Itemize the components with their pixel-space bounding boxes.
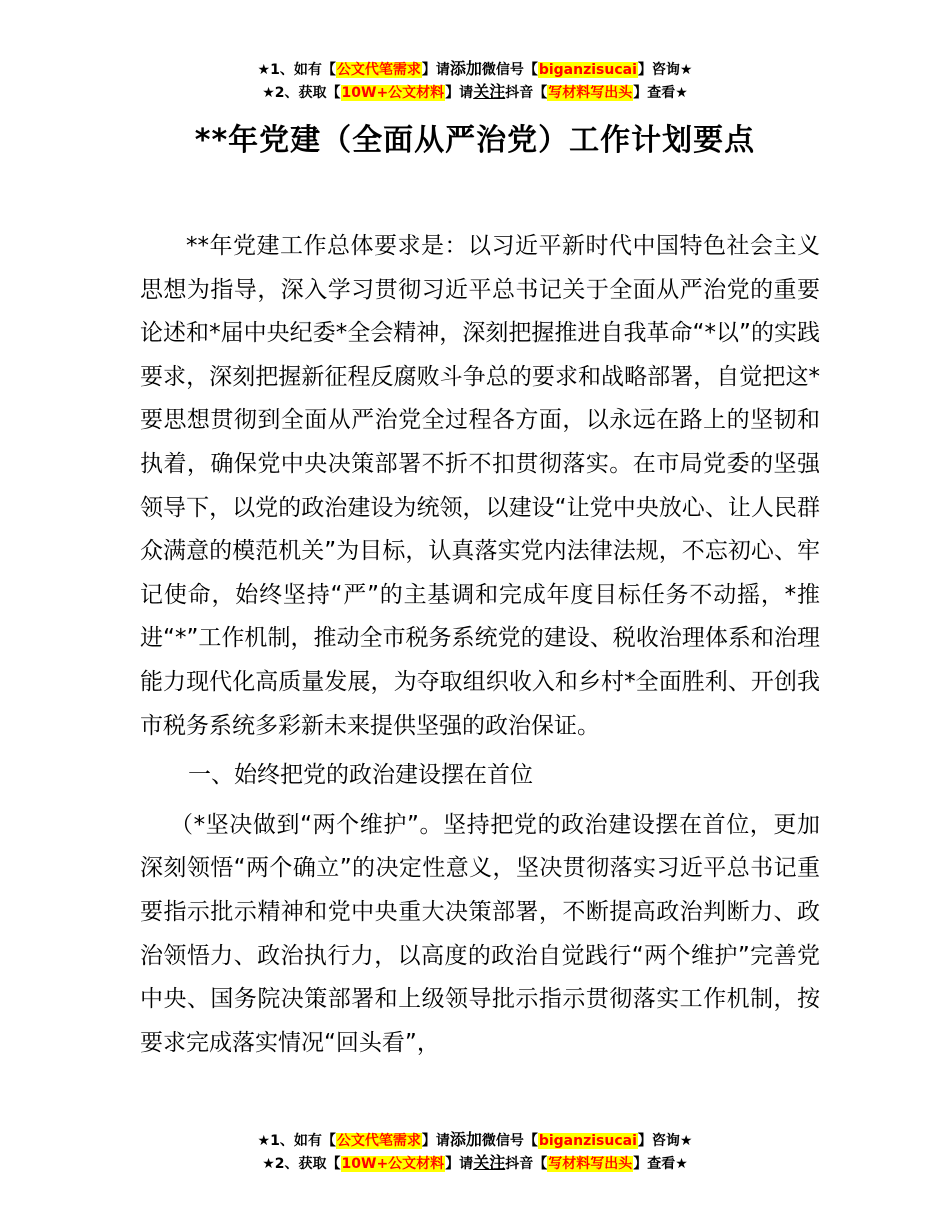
banner-line-1: ★1、如有【公文代笔需求】请添加微信号【biganzisucai】咨询★ [257,59,693,78]
document-title: **年党建（全面从严治党）工作计划要点 [194,123,756,158]
highlight-service: 公文代笔需求 [336,62,421,78]
banner-line-2: ★2、获取【10W+公文材料】请关注抖音【写材料写出头】查看★ [262,1153,688,1172]
highlight-materials: 10W+公文材料 [341,85,445,101]
banner-line-2: ★2、获取【10W+公文材料】请关注抖音【写材料写出头】查看★ [262,82,688,101]
section-heading-1: 一、始终把党的政治建设摆在首位 [188,762,533,789]
highlight-materials: 10W+公文材料 [341,1156,445,1172]
highlight-douyin-id: 写材料写出头 [548,85,633,101]
highlight-wechat-id: biganzisucai [538,1133,637,1149]
highlight-douyin-id: 写材料写出头 [548,1156,633,1172]
footer-banner [0,1129,950,1175]
document-body [140,225,820,1065]
header-banner [0,58,950,104]
highlight-wechat-id: biganzisucai [538,62,637,78]
highlight-service: 公文代笔需求 [336,1133,421,1149]
paragraph-two-safeguards: （*坚决做到“两个维护”。坚持把党的政治建设摆在首位，更加深刻领悟“两个确立”的决定性意义，坚决贯彻落实习近平总书记重要指示批示精神和党中央重大决策部署，不断提高政治判断力、政治领悟力、政治执行力，以高度的政治自觉践行“两个维护”完善党中央、国务院决策部署和上级领导批示指示贯彻落实工作机制，按要求完成落实情况“回头看”， [140,811,820,1056]
banner-line-1: ★1、如有【公文代笔需求】请添加微信号【biganzisucai】咨询★ [257,1130,693,1149]
paragraph-overall-requirements: **年党建工作总体要求是：以习近平新时代中国特色社会主义思想为指导，深入学习贯彻习近平总书记关于全面从严治党的重要论述和*届中央纪委*全会精神，深刻把握推进自我革命“*以”的实践要求，深刻把握新征程反腐败斗争总的要求和战略部署，自觉把这*要思想贯彻到全面从严治党全过程各方面，以永远在路上的坚韧和执着，确保党中央决策部署不折不扣贯彻落实。在市局党委的坚强领导下，以党的政治建设为统领，以建设“让党中央放心、让人民群众满意的模范机关”为目标，认真落实党内法律法规，不忘初心、牢记使命，始终坚持“严”的主基调和完成年度目标任务不动摇，*推进“*”工作机制，推动全市税务系统党的建设、税收治理体系和治理能力现代化高质量发展，为夺取组织收入和乡村*全面胜利、开创我市税务系统多彩新未来提供坚强的政治保证。 [140,233,820,739]
